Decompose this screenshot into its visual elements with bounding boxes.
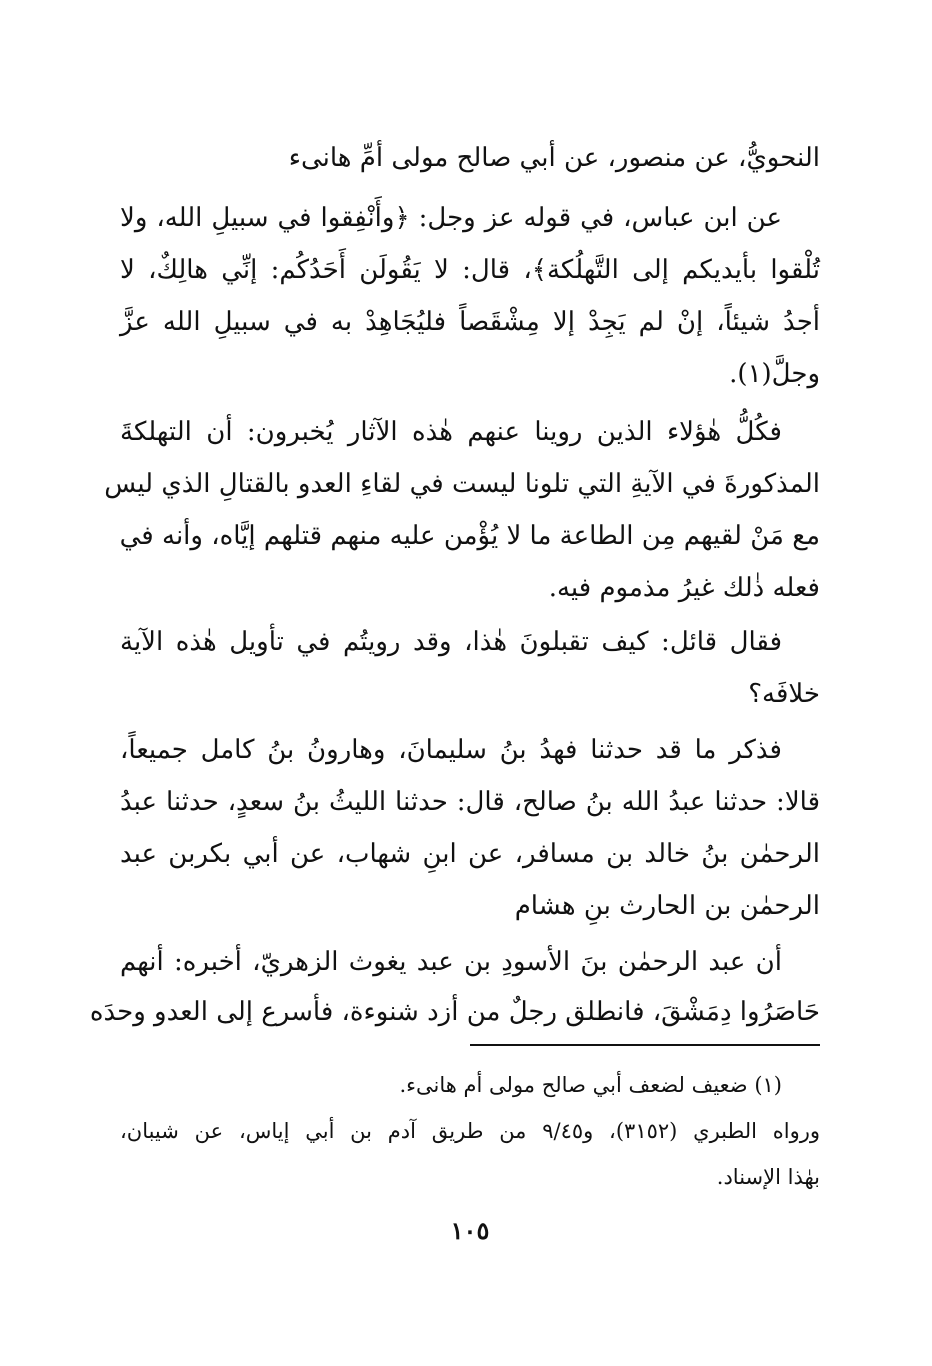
page-number: ١٠٥: [450, 1216, 490, 1245]
footnote-line: (١) ضعيف لضعف أبي صالح مولى أم هانىء.: [399, 1073, 782, 1097]
book-page: [89, 120, 821, 1250]
text-line: فذكر ما قد حدثنا فهدُ بنُ سليمانَ، وهارونُ بنُ كامل جميعاً،: [120, 735, 782, 765]
text-line: حَاصَرُوا دِمَشْقَ، فانطلق رجلٌ من أزد شنوءة، فأسرع إلى العدو وحدَه: [89, 997, 820, 1027]
text-line: أن عبد الرحمٰن بنَ الأسودِ بن عبد يغوث الزهريّ، أخبره: أنهم: [120, 947, 782, 977]
text-line: عن ابن عباس، في قوله عز وجل: ﴿وأَنْفِقوا في سبيلِ الله، ولا: [120, 203, 782, 233]
text-line: فعله ذٰلك غيرُ مذموم فيه.: [548, 573, 820, 603]
text-line: أجدُ شيئاً، إنْ لم يَجِدْ إلا مِشْقَصاً فليُجَاهِدْ به في سبيلِ الله عزَّ: [120, 307, 820, 337]
text-line: خلافَه؟: [748, 679, 820, 709]
text-line: تُلْقوا بأيديكم إلى التَّهلُكة﴾، قال: لا يَقُولَن أَحَدُكُم: إنِّي هالِكٌ، لا: [120, 255, 820, 285]
text-line: المذكورةَ في الآيةِ التي تلونا ليست في لقاءِ العدو بالقتالِ الذي ليس: [104, 469, 820, 499]
text-line: فقال قائل: كيف تقبلونَ هٰذا، وقد رويتُم في تأويل هٰذه الآية: [120, 627, 782, 657]
footnote-separator: [470, 1044, 820, 1046]
text-line: قالا: حدثنا عبدُ الله بنُ صالح، قال: حدثنا الليثُ بنُ سعدٍ، حدثنا عبدُ: [120, 787, 820, 817]
text-line: النحويُّ، عن منصور، عن أبي صالح مولى أمِّ هانىء: [288, 143, 820, 173]
text-line: مع مَنْ لقيهم مِن الطاعة ما لا يُؤْمن عليه منهم قتلهم إيَّاه، وأنه في: [119, 521, 820, 551]
text-line: الرحمٰن بن الحارث بنِ هشام: [514, 891, 820, 921]
text-line: وجلَّ(١).: [729, 359, 820, 389]
text-line: الرحمٰن بنُ خالد بن مسافر، عن ابنِ شهاب، عن أبي بكربن عبد: [120, 839, 820, 869]
footnote-line: بهٰذا الإسناد.: [716, 1165, 820, 1189]
text-line: فكُلُّ هٰؤلاء الذين روينا عنهم هٰذه الآثار يُخبرون: أن التهلكةَ: [120, 417, 782, 447]
footnote-line: ورواه الطبري (٣١٥٢)، و٩/٤٥ من طريق آدم بن أبي إياس، عن شيبان،: [120, 1119, 821, 1143]
